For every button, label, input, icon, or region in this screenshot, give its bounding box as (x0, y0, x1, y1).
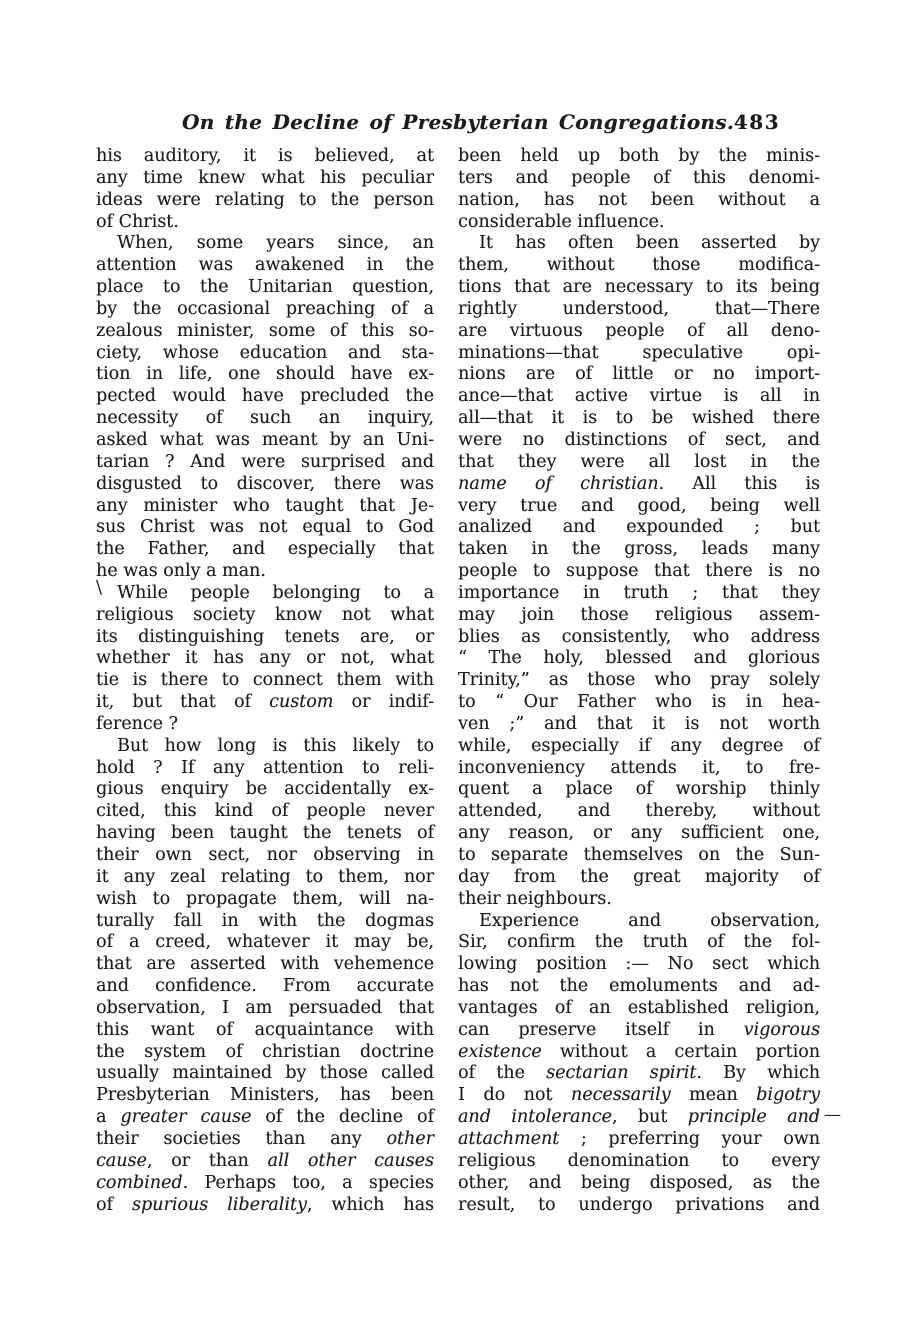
text-line: a greater cause of the decline of (96, 1107, 434, 1128)
text-line: combined. Perhaps too, a species (96, 1172, 434, 1193)
text-line: were no distinctions of sect, and (458, 429, 820, 450)
text-line: Experience and observation, (479, 910, 820, 931)
text-line: gious enquiry be accidentally ex- (96, 779, 434, 800)
text-line: nions are of little or no import- (458, 364, 820, 385)
text-line: wish to propagate them, will na- (96, 888, 434, 909)
text-line: that they were all lost in the (458, 451, 820, 472)
text-line: the system of christian doctrine (96, 1041, 434, 1062)
page-number: 483 (733, 110, 780, 134)
text-line: necessity of such an inquiry, (96, 408, 434, 429)
text-line: tarian ? And were surprised and (96, 451, 434, 472)
text-line: having been taught the tenets of (96, 823, 434, 844)
text-line: very true and good, being well (458, 495, 820, 516)
text-line: has not the emoluments and ad- (458, 976, 820, 997)
text-line: attachment ; preferring your own (458, 1128, 820, 1149)
text-line: minations—that speculative opi- (458, 342, 820, 363)
text-line: he was only a man. (96, 561, 266, 582)
text-line: name of christian. All this is (458, 473, 820, 494)
running-title: On the Decline of Presbyterian Congregations. (181, 110, 735, 134)
text-line: “ The holy, blessed and glorious (458, 648, 820, 669)
text-line: attended, and thereby, without (458, 801, 820, 822)
text-line: whether it has any or not, what (96, 648, 434, 669)
text-line: result, to undergo privations and (458, 1194, 820, 1215)
text-line: tie is there to connect them with (96, 670, 434, 691)
text-line: lowing position :— No sect which (458, 954, 820, 975)
margin-artifact-dash: — (824, 1105, 841, 1125)
text-line: people to suppose that there is no (458, 561, 820, 582)
text-line: other, and being disposed, as the (458, 1172, 820, 1193)
text-line: their own sect, nor observing in (96, 845, 434, 865)
text-line: it any zeal relating to them, nor (96, 866, 434, 887)
text-line: of the sectarian spirit. By which (458, 1063, 821, 1084)
text-line: attention was awakened in the (96, 255, 434, 276)
text-line: day from the great majority of (458, 866, 820, 887)
text-line: been held up both by the minis- (458, 146, 820, 166)
text-line: analized and expounded ; but (458, 517, 820, 538)
text-column-right (458, 146, 820, 1216)
text-line: and intolerance, but principle and (458, 1107, 820, 1128)
text-line: sus Christ was not equal to God (96, 517, 434, 538)
text-line: it, but that of custom or indif- (96, 692, 434, 713)
text-line: the Father, and especially that (96, 539, 434, 560)
text-line: blies as consistently, who address (458, 626, 820, 647)
text-line: religious society know not what (96, 604, 434, 625)
text-line: any time knew what his peculiar (96, 167, 434, 188)
text-line: ven ;” and that it is not worth (458, 713, 820, 734)
text-line: It has often been asserted by (479, 233, 820, 254)
text-line: any reason, or any sufficient one, (458, 823, 820, 844)
text-line: of Christ. (96, 211, 179, 232)
text-line: Presbyterian Ministers, has been (96, 1085, 434, 1106)
text-line: its distinguishing tenets are, or (96, 626, 434, 647)
text-line: and confidence. From accurate (96, 976, 434, 997)
text-line: While people belonging to a (117, 582, 434, 603)
text-line: turally fall in with the dogmas (96, 910, 434, 931)
text-line: place to the Unitarian question, (96, 277, 434, 298)
text-line: religious denomination to every (458, 1150, 820, 1171)
text-line: ciety, whose education and sta- (96, 342, 434, 363)
text-line: may join those religious assem- (458, 604, 820, 625)
text-line: that are asserted with vehemence (96, 954, 434, 975)
text-line: When, some years since, an (117, 233, 434, 254)
text-line: of spurious liberality, which has (96, 1194, 434, 1215)
text-line: cause, or than all other causes (96, 1150, 434, 1171)
text-line: vantages of an established religion, (458, 997, 820, 1018)
text-line: by the occasional preaching of a (96, 298, 434, 319)
text-line: Sir, confirm the truth of the fol- (458, 932, 820, 953)
text-line: quent a place of worship thinly (458, 779, 820, 800)
text-line: to separate themselves on the Sun- (458, 845, 820, 865)
text-line: I do not necessarily mean bigotry (458, 1085, 820, 1106)
text-line: nation, has not been without a (458, 189, 820, 210)
text-line: of a creed, whatever it may be, (96, 932, 434, 953)
text-line: them, without those modifica- (458, 255, 820, 276)
text-line: asked what was meant by an Uni- (96, 429, 434, 450)
text-line: taken in the gross, leads many (458, 539, 820, 560)
text-line: ance—that active virtue is all in (458, 386, 820, 407)
text-line: their societies than any other (96, 1128, 434, 1149)
text-column-left (96, 146, 434, 1216)
text-line: this want of acquaintance with (96, 1019, 434, 1040)
text-line: ideas were relating to the person (96, 189, 434, 210)
text-line: existence without a certain portion (458, 1041, 820, 1062)
text-line: ters and people of this denomi- (458, 167, 820, 188)
text-line: zealous minister, some of this so- (96, 320, 434, 341)
text-line: are virtuous people of all deno- (458, 320, 820, 341)
text-line: considerable influence. (458, 211, 665, 232)
text-line: disgusted to discover, there was (96, 473, 434, 494)
text-line: tions that are necessary to its being (458, 277, 820, 298)
text-line: his auditory, it is believed, at (96, 146, 434, 166)
text-line: tion in life, one should have ex- (96, 364, 434, 385)
text-line: importance in truth ; that they (458, 582, 820, 603)
text-line: But how long is this likely to (117, 735, 434, 756)
text-line: any minister who taught that Je- (96, 495, 434, 516)
text-line: while, especially if any degree of (458, 735, 820, 756)
margin-artifact-slash: \ (96, 577, 103, 598)
text-line: usually maintained by those called (96, 1063, 434, 1084)
text-line: observation, I am persuaded that (96, 997, 434, 1018)
page-header (96, 110, 820, 140)
text-line: all—that it is to be wished there (458, 408, 820, 429)
text-line: ference ? (96, 713, 178, 734)
text-line: pected would have precluded the (96, 386, 434, 407)
text-line: hold ? If any attention to reli- (96, 757, 434, 778)
text-line: Trinity,” as those who pray solely (458, 670, 820, 691)
text-line: their neighbours. (458, 888, 612, 909)
text-line: can preserve itself in vigorous (458, 1019, 820, 1040)
text-line: cited, this kind of people never (96, 801, 434, 822)
text-line: to “ Our Father who is in hea- (458, 692, 820, 713)
text-line: inconveniency attends it, to fre- (458, 757, 820, 778)
text-line: rightly understood, that—There (458, 298, 820, 319)
